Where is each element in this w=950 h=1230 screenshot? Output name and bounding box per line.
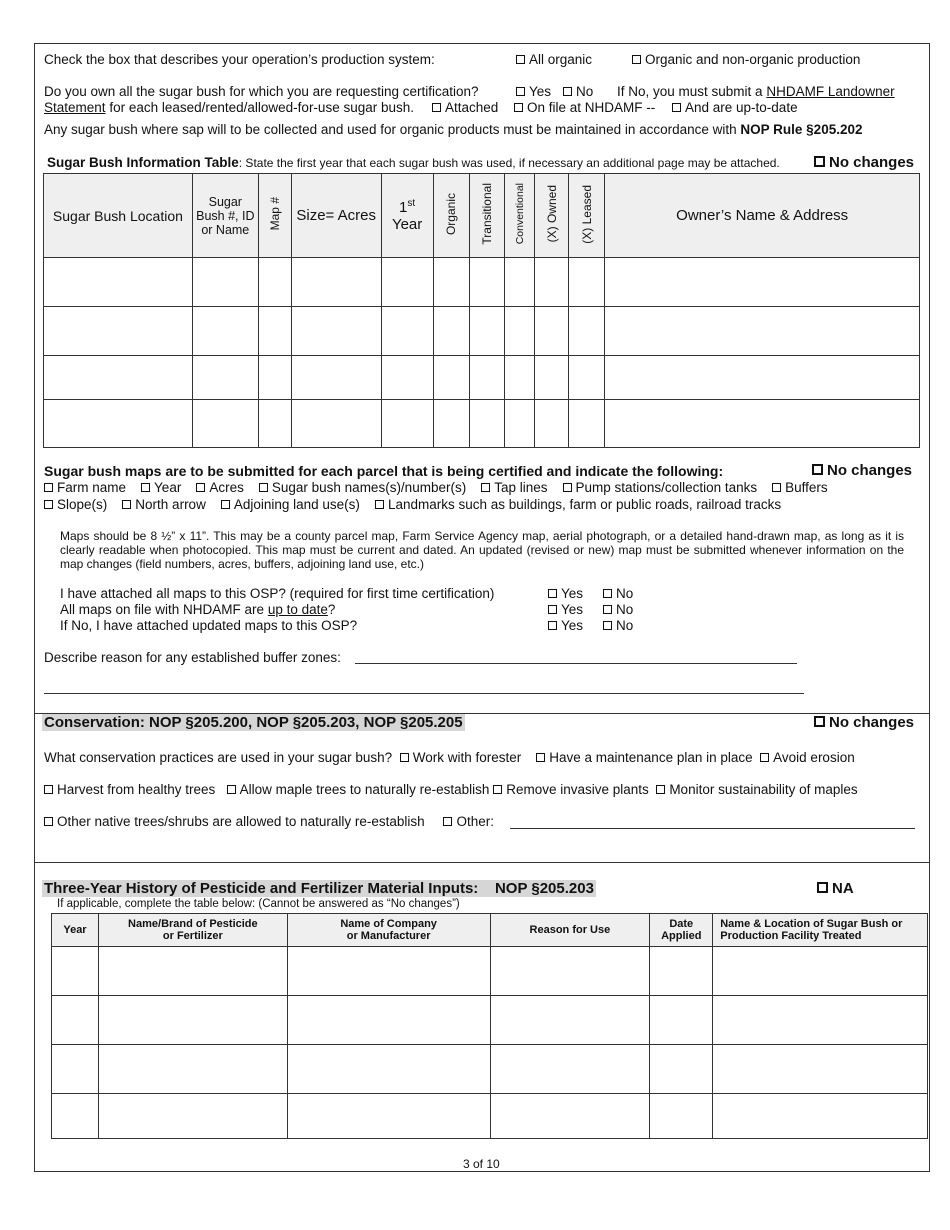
maps-title: Sugar bush maps are to be submitted for each parcel that is being certified and indicate the following: [44, 463, 724, 479]
map-item-adjoining-land-use[interactable]: Adjoining land use(s) [221, 497, 360, 512]
checkbox-sugar-table-no-changes[interactable]: No changes [814, 154, 914, 171]
col-reason: Reason for Use [490, 914, 650, 947]
checkbox-own-no[interactable]: No [563, 84, 593, 99]
conservation-question: What conservation practices are used in your sugar bush? Work with forester Have a maintenance plan in place Avoid erosion [44, 750, 855, 765]
history-title: Three-Year History of Pesticide and Fertilizer Material Inputs: NOP §205.203 [44, 880, 594, 897]
col-size: Size= Acres [291, 174, 381, 258]
map-item-landmarks[interactable]: Landmarks such as buildings, farm or public roads, railroad tracks [375, 497, 781, 512]
maps-q3-yes[interactable]: Yes [548, 618, 583, 633]
col-year: Year [52, 914, 99, 947]
conservation-title: Conservation: NOP §205.200, NOP §205.203, NOP §205.205 [44, 714, 463, 731]
col-location-treated: Name & Location of Sugar Bush or Production Facility Treated [713, 914, 928, 947]
map-item-slopes[interactable]: Slope(s) [44, 497, 107, 512]
table-header-row [52, 914, 928, 947]
buffer-zones-field[interactable] [355, 650, 797, 664]
col-owner: Owner’s Name & Address [605, 174, 920, 258]
section-divider [34, 862, 930, 863]
col-location: Sugar Bush Location [44, 174, 193, 258]
sugar-bush-table [43, 173, 920, 448]
maps-q3-no[interactable]: No [603, 618, 633, 633]
checkbox-icon[interactable] [812, 464, 823, 475]
buffer-zones-label: Describe reason for any established buffer zones: [44, 650, 341, 665]
conservation-opt-invasive[interactable]: Remove invasive plants [493, 782, 649, 797]
col-leased: (X) Leased [569, 174, 605, 258]
maps-question-3: If No, I have attached updated maps to this OSP? [60, 618, 358, 633]
col-transitional: Transitional [469, 174, 505, 258]
col-first-year: 1st Year [381, 174, 433, 258]
table-row[interactable] [44, 258, 920, 307]
checkbox-icon[interactable] [814, 716, 825, 727]
map-item-buffers[interactable]: Buffers [772, 480, 828, 495]
checkbox-organic-and-non-organic[interactable]: Organic and non-organic production [632, 52, 860, 67]
checkbox-icon[interactable] [672, 103, 681, 112]
conservation-other-field[interactable] [510, 815, 915, 829]
col-pesticide-name: Name/Brand of Pesticide or Fertilizer [98, 914, 287, 947]
history-note: If applicable, complete the table below: (Cannot be answered as “No changes”) [57, 898, 460, 910]
buffer-zones-field-line2[interactable] [44, 680, 804, 694]
checkbox-conservation-no-changes[interactable]: No changes [814, 714, 914, 731]
checkbox-attached[interactable]: Attached [432, 100, 498, 115]
conservation-opt-healthy-trees[interactable]: Harvest from healthy trees [44, 782, 215, 797]
conservation-opt-avoid-erosion[interactable]: Avoid erosion [760, 750, 855, 765]
table-row[interactable] [52, 947, 928, 996]
maps-instructions: Maps should be 8 ½” x 11”. This may be a county parcel map, Farm Service Agency map, aerial photograph, or a detailed hand-drawn map, as long as it is clearly readable when photocopied. This map must be current and dated. An updated (revised or new) map must be submitted whenever information on the map changes (field numbers, acres, buffers, adjoining land use, etc.) [60, 529, 904, 571]
map-item-tap-lines[interactable]: Tap lines [481, 480, 547, 495]
conservation-opt-other[interactable]: Other: [443, 814, 494, 829]
maps-question-1: I have attached all maps to this OSP? (required for first time certification) [60, 586, 495, 601]
col-date-applied: Date Applied [650, 914, 713, 947]
conservation-opt-maintenance-plan[interactable]: Have a maintenance plan in place [536, 750, 752, 765]
table-row[interactable] [44, 356, 920, 400]
maps-q1-yes[interactable]: Yes [548, 586, 583, 601]
map-item-pump-stations[interactable]: Pump stations/collection tanks [563, 480, 758, 495]
maps-items-row2 [44, 497, 781, 512]
statement-link[interactable]: Statement [44, 100, 106, 115]
checkbox-icon[interactable] [516, 55, 525, 64]
checkbox-icon[interactable] [817, 882, 828, 893]
checkbox-icon[interactable] [632, 55, 641, 64]
conservation-opt-sustainability[interactable]: Monitor sustainability of maples [656, 782, 857, 797]
table-row[interactable] [52, 996, 928, 1045]
conservation-options-row3 [44, 814, 494, 829]
col-map: Map # [258, 174, 291, 258]
checkbox-own-yes[interactable]: Yes [516, 84, 551, 99]
maps-q2-yes[interactable]: Yes [548, 602, 583, 617]
table-row[interactable] [44, 307, 920, 356]
maps-q2-no[interactable]: No [603, 602, 633, 617]
map-item-farm-name[interactable]: Farm name [44, 480, 126, 495]
map-item-sugar-bush-names[interactable]: Sugar bush names(s)/number(s) [259, 480, 466, 495]
checkbox-icon[interactable] [814, 156, 825, 167]
checkbox-up-to-date[interactable]: And are up-to-date [672, 100, 798, 115]
checkbox-icon[interactable] [514, 103, 523, 112]
col-conventional: Conventional [505, 174, 535, 258]
history-table [51, 913, 928, 1139]
nop-rule-statement: Any sugar bush where sap will to be collected and used for organic products must be maintained in accordance with NOP Rule §205.202 [44, 122, 863, 137]
conservation-opt-native-trees[interactable]: Other native trees/shrubs are allowed to naturally re-establish [44, 814, 425, 829]
conservation-opt-forester[interactable]: Work with forester [400, 750, 522, 765]
ownership-if-no: If No, you must submit a NHDAMF Landowner [617, 84, 895, 99]
landowner-statement-link[interactable]: NHDAMF Landowner [766, 84, 895, 99]
map-item-north-arrow[interactable]: North arrow [122, 497, 206, 512]
conservation-opt-maple-reestablish[interactable]: Allow maple trees to naturally re-establish [227, 782, 490, 797]
page-number: 3 of 10 [463, 1157, 500, 1171]
col-owned: (X) Owned [535, 174, 569, 258]
checkbox-icon[interactable] [563, 87, 572, 96]
production-question: Check the box that describes your operation’s production system: [44, 52, 435, 67]
table-row[interactable] [44, 400, 920, 448]
sugar-table-title: Sugar Bush Information Table: State the first year that each sugar bush was used, if necessary an additional page may be attached. [47, 155, 780, 170]
checkbox-icon[interactable] [516, 87, 525, 96]
conservation-options-row2 [44, 782, 858, 797]
ownership-question: Do you own all the sugar bush for which you are requesting certification? [44, 84, 479, 99]
checkbox-icon[interactable] [432, 103, 441, 112]
checkbox-all-organic[interactable]: All organic [516, 52, 592, 67]
checkbox-maps-no-changes[interactable]: No changes [812, 462, 912, 479]
maps-items-row1 [44, 480, 828, 495]
ownership-line2: Statement for each leased/rented/allowed-for-use sugar bush. [44, 100, 414, 115]
col-id: Sugar Bush #, ID or Name [192, 174, 258, 258]
map-item-year[interactable]: Year [141, 480, 181, 495]
map-item-acres[interactable]: Acres [196, 480, 244, 495]
maps-question-2: All maps on file with NHDAMF are up to date? [60, 602, 336, 617]
table-row[interactable] [52, 1094, 928, 1139]
table-row[interactable] [52, 1045, 928, 1094]
col-organic: Organic [433, 174, 469, 258]
maps-q1-no[interactable]: No [603, 586, 633, 601]
checkbox-on-file[interactable]: On file at NHDAMF -- [514, 100, 655, 115]
table-header-row [44, 174, 920, 258]
col-company: Name of Company or Manufacturer [287, 914, 490, 947]
checkbox-history-na[interactable]: NA [817, 880, 854, 897]
